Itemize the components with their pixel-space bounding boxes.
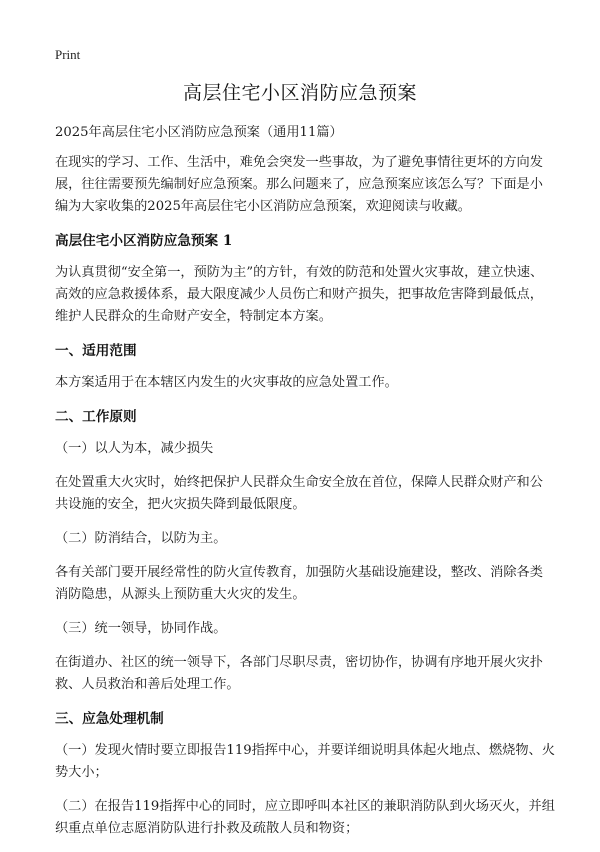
intro-paragraph: 在现实的学习、工作、生活中，难免会突发一些事故，为了避免事情往更坏的方向发展，往往需要预先编制好应急预案。那么问题来了，应急预案应该怎么写？下面是小编为大家收集的2025年高层住宅小区消防应急预案，欢迎阅读与收藏。	[55, 155, 543, 214]
principle-1-title: （一）以人为本，减少损失	[55, 441, 214, 456]
page-title: 高层住宅小区消防应急预案	[182, 82, 417, 104]
principle-3-title: （三）统一领导，协同作战。	[55, 621, 227, 636]
principle-2-title: （二）防消结合，以防为主。	[55, 531, 227, 546]
purpose-paragraph: 为认真贯彻“安全第一，预防为主”的方针，有效的防范和处置火灾事故，建立快速、高效的应急救援体系，最大限度减少人员伤亡和财产损失，把事故危害降到最低点，维护人民群众的生命财产安全，特制定本方案。	[55, 265, 544, 324]
principle-1-text: 在处置重大火灾时，始终把保护人民群众生命安全放在首位，保障人民群众财产和公共设施的安全，把火灾损失降到最低限度。	[55, 475, 543, 512]
print-link[interactable]: Print	[55, 47, 81, 62]
article-subtitle: 2025年高层住宅小区消防应急预案（通用11篇）	[55, 125, 343, 140]
mechanism-item-1: （一）发现火情时要立即报告119指挥中心，并要详细说明具体起火地点、燃烧物、火势大小；	[55, 743, 555, 780]
article-body	[55, 122, 555, 852]
heading-scope: 一、适用范围	[55, 343, 137, 359]
heading-mechanism: 三、应急处理机制	[55, 711, 164, 727]
section-heading: 高层住宅小区消防应急预案 1	[55, 233, 233, 249]
mechanism-item-2: （二）在报告119指挥中心的同时，应立即呼叫本社区的兼职消防队到火场灭火，并组织重点单位志愿消防队进行扑救及疏散人员和物资；	[55, 799, 555, 836]
scope-paragraph: 本方案适用于在本辖区内发生的火灾事故的应急处置工作。	[55, 375, 398, 390]
principle-2-text: 各有关部门要开展经常性的防火宣传教育，加强防火基础设施建设，整改、消除各类消防隐患，从源头上预防重大火灾的发生。	[55, 565, 543, 602]
principle-3-text: 在街道办、社区的统一领导下，各部门尽职尽责，密切协作，协调有序地开展火灾扑救、人员救治和善后处理工作。	[55, 655, 543, 692]
heading-principles: 二、工作原则	[55, 409, 137, 425]
